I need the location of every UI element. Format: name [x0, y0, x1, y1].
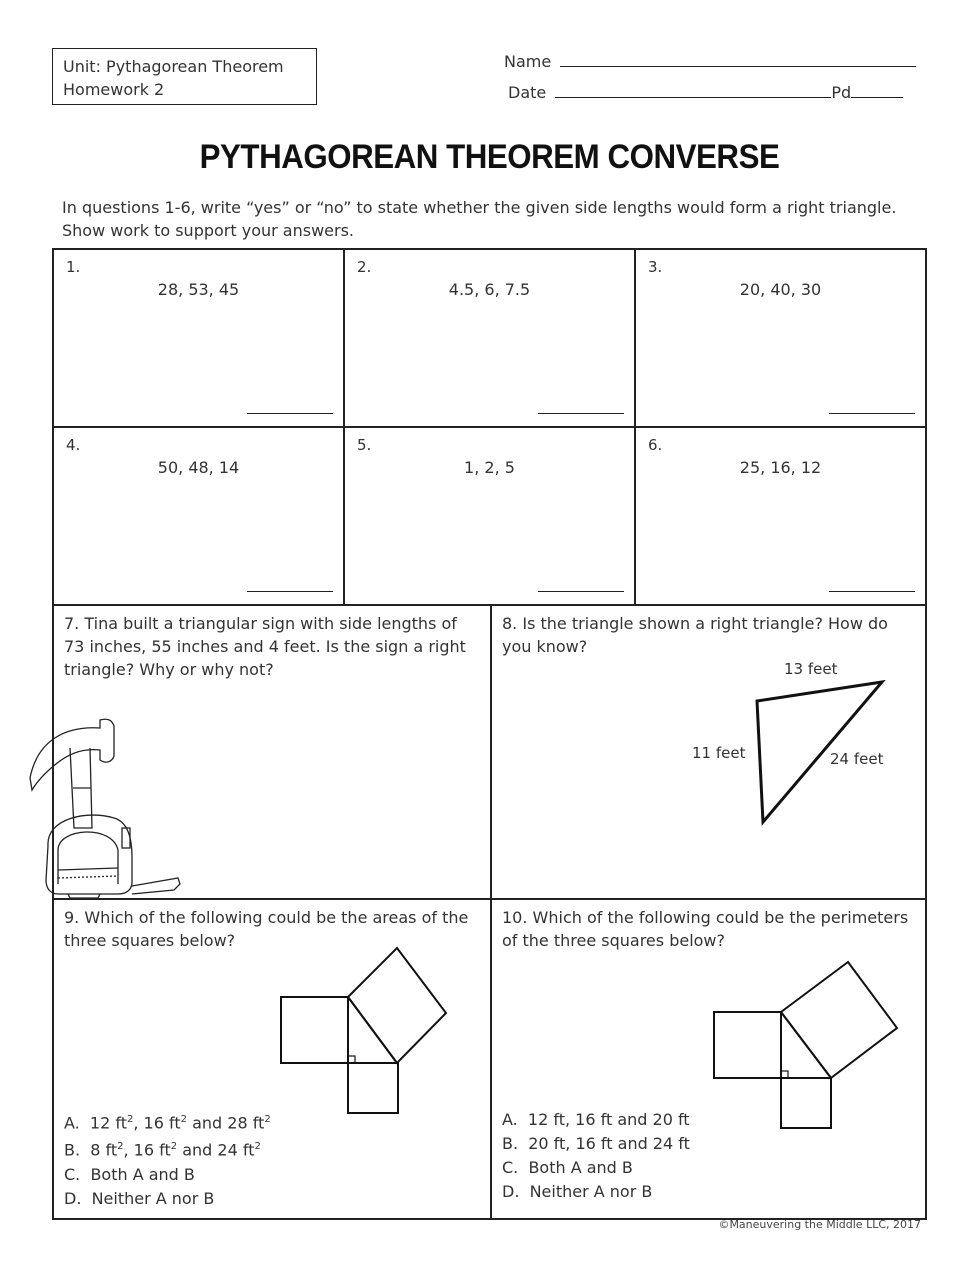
instructions: In questions 1-6, write “yes” or “no” to state whether the given side lengths would form a right triangle. Show work to support your answers.: [62, 198, 897, 240]
side-lengths: 50, 48, 14: [157, 458, 240, 477]
question-row-3: [54, 606, 925, 900]
question-8-text: 8. Is the triangle shown a right triangle? How do you know?: [502, 614, 888, 656]
period-label: Pd: [831, 83, 852, 102]
hammer-tape-measure-icon: [28, 718, 188, 898]
question-row-4: [54, 900, 925, 1218]
question-number: 4.: [66, 436, 81, 454]
side-label-top: 13 feet: [784, 660, 838, 678]
question-number: 1.: [66, 258, 81, 276]
unit-label: Unit: Pythagorean Theorem: [63, 57, 284, 76]
choice-c[interactable]: C. Both A and B: [502, 1158, 633, 1177]
choice-a[interactable]: A. 12 ft, 16 ft and 20 ft: [502, 1110, 690, 1129]
choice-b[interactable]: B. 20 ft, 16 ft and 24 ft: [502, 1134, 690, 1153]
answer-blank[interactable]: [247, 413, 333, 414]
choice-a[interactable]: A. 12 $ft^2$, 16 $ft^2$ and 28 $ft^2$: [64, 1113, 271, 1133]
unit-box: [52, 48, 317, 105]
question-row-2: [54, 428, 925, 606]
period-blank[interactable]: [851, 83, 903, 98]
question-cell-2: [345, 250, 636, 426]
choice-d[interactable]: D. Neither A nor B: [502, 1182, 653, 1201]
date-field[interactable]: [508, 83, 903, 102]
question-cell-6: [636, 428, 925, 604]
date-blank[interactable]: [555, 83, 831, 98]
question-cell-1: [54, 250, 345, 426]
side-lengths: 28, 53, 45: [157, 280, 240, 299]
question-10-choices: [502, 1108, 690, 1204]
side-label-right: 24 feet: [830, 750, 884, 768]
question-9-choices: [64, 1108, 271, 1211]
page-title: PYTHAGOREAN THEOREM CONVERSE: [199, 138, 780, 176]
date-label: Date: [508, 83, 547, 102]
name-label: Name: [504, 52, 552, 71]
side-lengths: 1, 2, 5: [464, 458, 515, 477]
question-cell-7: [54, 606, 492, 898]
worksheet-grid: [52, 248, 927, 1220]
choice-c[interactable]: C. Both A and B: [64, 1164, 195, 1184]
question-number: 3.: [648, 258, 663, 276]
question-cell-8: [492, 606, 925, 898]
answer-blank[interactable]: [538, 413, 624, 414]
answer-blank[interactable]: [829, 591, 915, 592]
question-7-text: 7. Tina built a triangular sign with side lengths of 73 inches, 55 inches and 4 feet. Is the sign a right triangle? Why or why not?: [64, 614, 466, 679]
answer-blank[interactable]: [247, 591, 333, 592]
question-cell-4: [54, 428, 345, 604]
question-cell-9: [54, 900, 492, 1218]
question-row-1: [54, 250, 925, 428]
name-blank[interactable]: [560, 52, 916, 67]
homework-label: Homework 2: [63, 80, 165, 99]
question-cell-3: [636, 250, 925, 426]
question-number: 6.: [648, 436, 663, 454]
question-number: 5.: [357, 436, 372, 454]
answer-blank[interactable]: [538, 591, 624, 592]
side-lengths: 4.5, 6, 7.5: [448, 280, 531, 299]
answer-blank[interactable]: [829, 413, 915, 414]
side-lengths: 25, 16, 12: [739, 458, 822, 477]
question-cell-5: [345, 428, 636, 604]
question-10-text: 10. Which of the following could be the perimeters of the three squares below?: [502, 908, 909, 950]
question-number: 2.: [357, 258, 372, 276]
side-label-left: 11 feet: [692, 744, 746, 762]
question-cell-10: [492, 900, 925, 1218]
question-9-text: 9. Which of the following could be the areas of the three squares below?: [64, 908, 469, 950]
choice-b[interactable]: B. 8 $ft^2$, 16 $ft^2$ and 24 $ft^2$: [64, 1140, 261, 1160]
choice-d[interactable]: D. Neither A nor B: [64, 1188, 215, 1208]
copyright-footer: ©Maneuvering the Middle LLC, 2017: [718, 1218, 921, 1231]
name-field[interactable]: [504, 52, 916, 71]
side-lengths: 20, 40, 30: [739, 280, 822, 299]
